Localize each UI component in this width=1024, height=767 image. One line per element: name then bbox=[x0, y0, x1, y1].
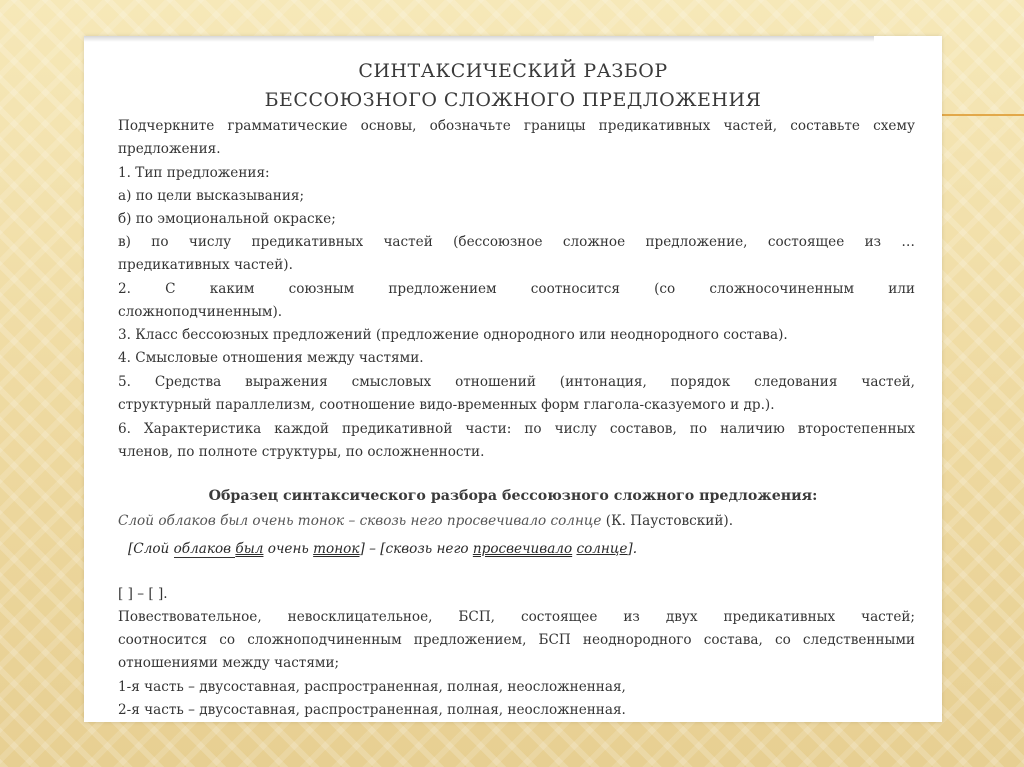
item-2-line-2: сложноподчиненным). bbox=[118, 304, 283, 320]
item-1: 1. Тип предложения: bbox=[118, 165, 270, 181]
part-2-analysis: 2-я часть – двусоставная, распространенная, полная, неосложненная. bbox=[118, 702, 626, 718]
intro-line-1: Подчеркните грамматические основы, обозначьте границы предикативных частей, составьте схему bbox=[118, 118, 915, 134]
sentence-scheme bbox=[128, 541, 637, 557]
item-1c-line-2: предикативных частей). bbox=[118, 257, 293, 273]
sample-quote: Слой облаков был очень тонок – сквозь него просвечивало солнце bbox=[118, 513, 602, 529]
scheme-predicate-1a: был bbox=[235, 541, 264, 557]
page-top-edge bbox=[84, 36, 874, 42]
intro-line-2: предложения. bbox=[118, 141, 221, 157]
item-6-line-2: членов, по полноте структуры, по осложненности. bbox=[118, 444, 485, 460]
title-line-2: БЕССОЮЗНОГО СЛОЖНОГО ПРЕДЛОЖЕНИЯ bbox=[264, 89, 762, 111]
item-1a: а) по цели высказывания; bbox=[118, 188, 305, 204]
scheme-part: ] – [сквозь него bbox=[359, 541, 473, 557]
analysis-line-1: Повествовательное, невосклицательное, БСП, состоящее из двух предикативных частей; bbox=[118, 609, 915, 625]
item-5-line-1: 5. Средства выражения смысловых отношений (интонация, порядок следования частей, bbox=[118, 374, 915, 390]
analysis-line-3: отношениями между частями; bbox=[118, 655, 340, 671]
scheme-part: [Слой bbox=[128, 541, 174, 557]
part-1-analysis: 1-я часть – двусоставная, распространенная, полная, неосложненная, bbox=[118, 679, 626, 695]
scheme-predicate-1b: тонок bbox=[313, 541, 360, 557]
scheme-predicate-2: просвечивало bbox=[472, 541, 573, 557]
title-line-1: СИНТАКСИЧЕСКИЙ РАЗБОР bbox=[358, 60, 668, 82]
analysis-line-2: соотносится со сложноподчиненным предложением, БСП неоднородного состава, со следственными bbox=[118, 632, 915, 648]
scheme-part: очень bbox=[263, 541, 314, 557]
item-2-line-1: 2. С каким союзным предложением соотносится (со сложносочиненным или bbox=[118, 281, 915, 297]
item-5-line-2: структурный параллелизм, соотношение видо-временных форм глагола-сказуемого и др.). bbox=[118, 397, 775, 413]
sample-author: (К. Паустовский). bbox=[601, 513, 734, 529]
scheme-part: ]. bbox=[627, 541, 638, 557]
item-1c-line-1: в) по числу предикативных частей (бессоюзное сложное предложение, состоящее из … bbox=[118, 234, 915, 250]
sample-sentence bbox=[118, 511, 915, 531]
item-3: 3. Класс бессоюзных предложений (предложение однородного или неоднородного состава). bbox=[118, 327, 788, 343]
sample-heading: Образец синтаксического разбора бессоюзного сложного предложения: bbox=[208, 488, 818, 504]
document-page bbox=[84, 36, 942, 722]
item-6-line-1: 6. Характеристика каждой предикативной части: по числу составов, по наличию второстепенных bbox=[118, 421, 915, 437]
scheme-formula: [ ] – [ ]. bbox=[118, 586, 168, 602]
item-1b: б) по эмоциональной окраске; bbox=[118, 211, 336, 227]
item-4: 4. Смысловые отношения между частями. bbox=[118, 350, 424, 366]
scheme-subject-1: облаков bbox=[173, 541, 236, 557]
scheme-subject-2: солнце bbox=[576, 541, 628, 557]
